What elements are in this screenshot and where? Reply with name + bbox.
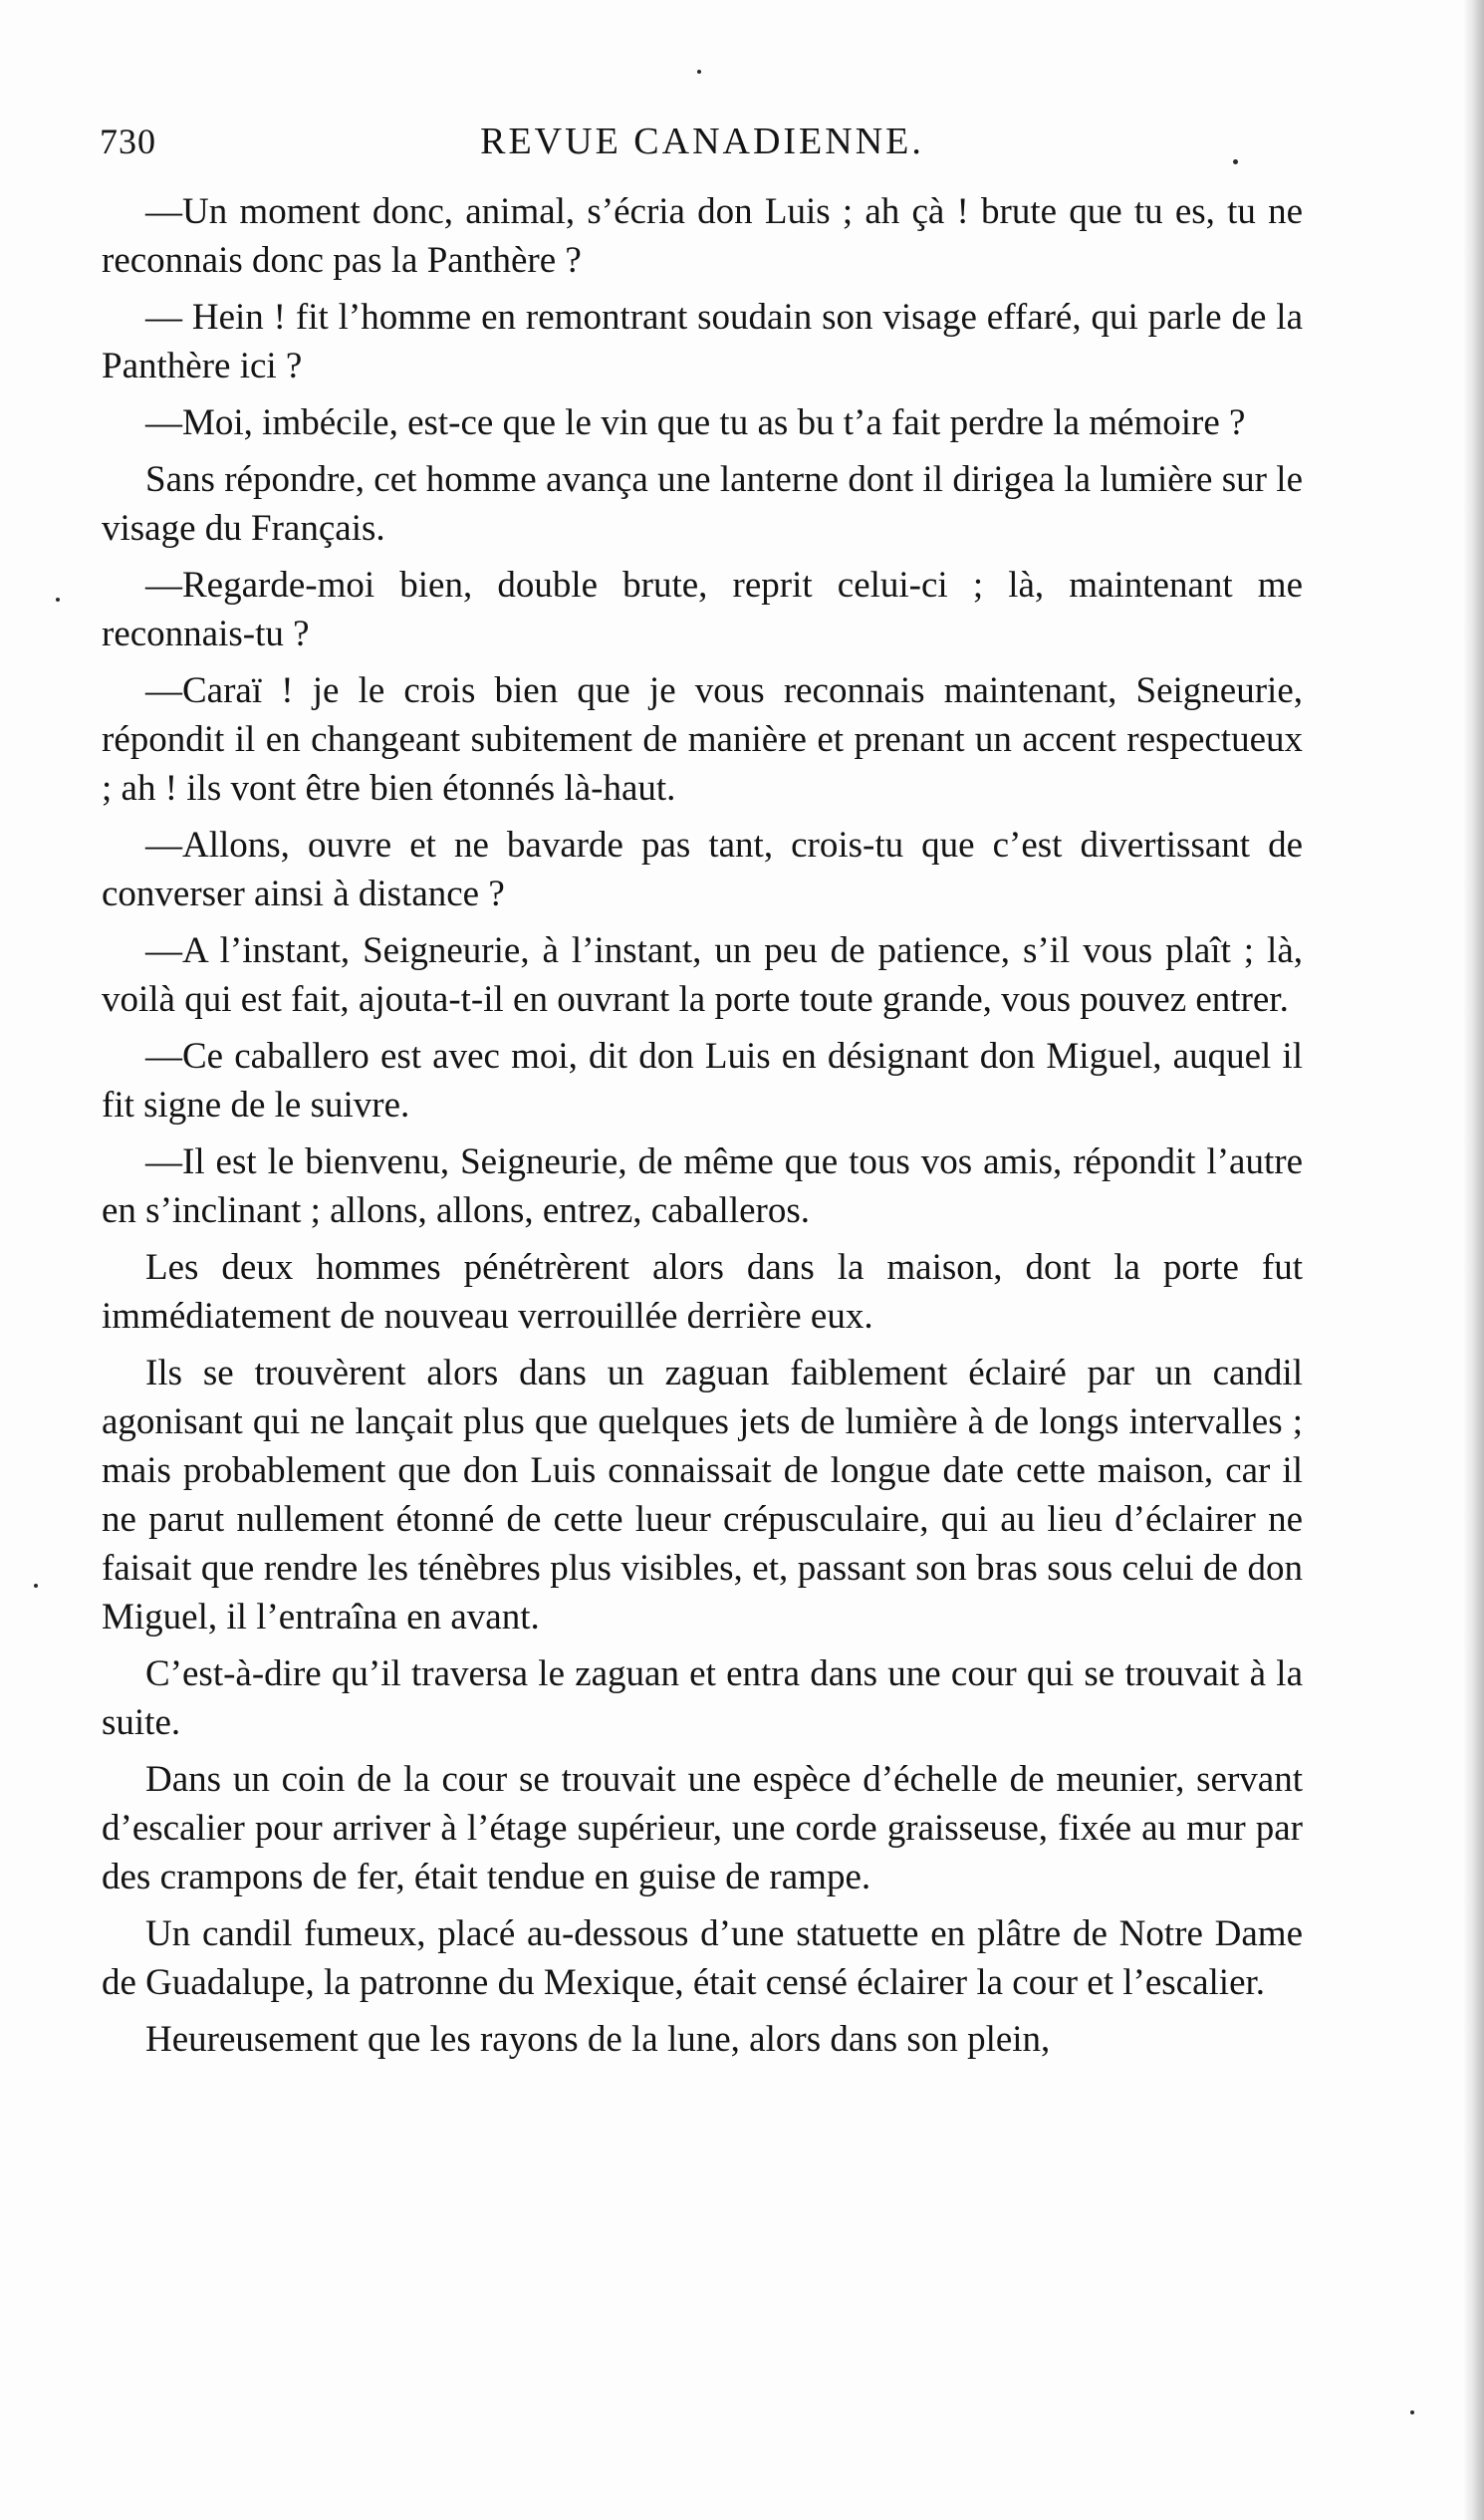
paragraph: —A l’instant, Seigneurie, à l’instant, un peu de patience, s’il vous plaît ; là, voilà qui est fait, ajouta-t-il en ouvrant la porte toute grande, vous pouvez entrer. [102, 930, 1303, 1020]
page-header [100, 112, 1305, 171]
paragraph: Sans répondre, cet homme avança une lanterne dont il dirigea la lumière sur le visage du Français. [102, 459, 1303, 549]
paragraph: —Regarde-moi bien, double brute, reprit celui-ci ; là, maintenant me reconnais-tu ? [102, 565, 1303, 654]
paragraph: Ils se trouvèrent alors dans un zaguan faiblement éclairé par un candil agonisant qui ne lançait plus que quelques jets de lumière à de longs intervalles ; mais probablement que don Luis connaissait de longue date cette maison, car il ne parut nullement étonné de cette lueur crépusculaire, qui au lieu d’éclairer ne faisait que rendre les ténèbres plus visibles, et, passant son bras sous celui de don Miguel, il l’entraîna en avant. [102, 1353, 1303, 1638]
scan-speck [697, 70, 701, 74]
paragraph: Heureusement que les rayons de la lune, alors dans son plein, [145, 2019, 1051, 2060]
page-number: 730 [100, 122, 156, 161]
paragraph: —Un moment donc, animal, s’écria don Luis ; ah çà ! brute que tu es, tu ne reconnais donc pas la Panthère ? [102, 191, 1303, 281]
paragraph: Dans un coin de la cour se trouvait une espèce d’échelle de meunier, servant d’escalier pour arriver à l’étage supérieur, une corde graisseuse, fixée au mur par des crampons de fer, était tendue en guise de rampe. [102, 1759, 1303, 1897]
page-edge-shadow [1462, 0, 1484, 2520]
paragraph: Les deux hommes pénétrèrent alors dans la maison, dont la porte fut immédiatement de nouveau verrouillée derrière eux. [102, 1247, 1303, 1337]
paragraph: C’est-à-dire qu’il traversa le zaguan et entra dans une cour qui se trouvait à la suite. [102, 1653, 1303, 1743]
paragraph: —Moi, imbécile, est-ce que le vin que tu as bu t’a fait perdre la mémoire ? [145, 402, 1246, 443]
scan-speck [34, 1584, 38, 1588]
scan-speck [1233, 159, 1238, 164]
paragraph: —Ce caballero est avec moi, dit don Luis en désignant don Miguel, auquel il fit signe de le suivre. [102, 1036, 1303, 1126]
paragraph: — Hein ! fit l’homme en remontrant soudain son visage effaré, qui parle de la Panthère ici ? [102, 297, 1303, 386]
paragraph: —Caraï ! je le crois bien que je vous reconnais maintenant, Seigneurie, répondit il en changeant subitement de manière et prenant un accent respectueux ; ah ! ils vont être bien étonnés là-haut. [102, 670, 1303, 809]
paragraph: —Il est le bienvenu, Seigneurie, de même que tous vos amis, répondit l’autre en s’inclinant ; allons, allons, entrez, caballeros. [102, 1141, 1303, 1231]
paragraph: Un candil fumeux, placé au-dessous d’une statuette en plâtre de Notre Dame de Guadalupe, la patronne du Mexique, était censé éclairer la cour et l’escalier. [102, 1913, 1303, 2003]
running-title: REVUE CANADIENNE. [480, 121, 924, 162]
scan-speck [1410, 2410, 1414, 2414]
body-text [102, 187, 1303, 2072]
scan-speck [56, 598, 60, 602]
paragraph: —Allons, ouvre et ne bavarde pas tant, crois-tu que c’est divertissant de converser ainsi à distance ? [102, 825, 1303, 914]
